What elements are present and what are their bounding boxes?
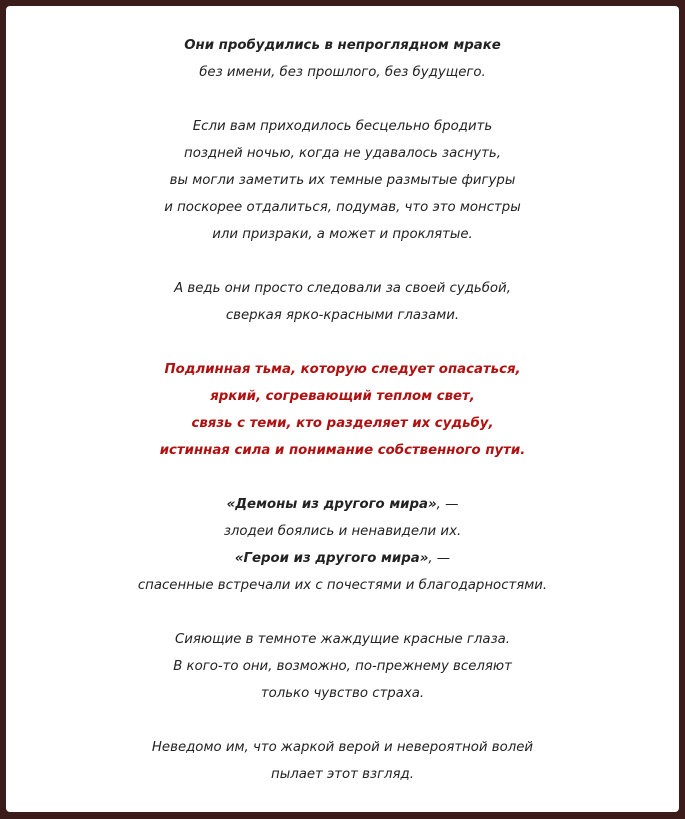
poem-line-highlight: Подлинная тьма, которую следует опасаться, [164,362,521,377]
poem-line [6,545,679,572]
poem-line: А ведь они просто следовали за своей судьбой, [174,281,511,296]
content-panel [6,6,679,812]
poem-line: Сияющие в темноте жаждущие красные глаза. [174,632,511,647]
poem-line: Они пробудились в непроглядном мраке [184,38,501,53]
stanza-gap [6,248,679,275]
poem-line-highlight: яркий, согревающий теплом свет, [210,389,475,404]
stanza-gap [6,329,679,356]
dash-suffix: , — [436,497,459,512]
poem-line: и поскорее отдалиться, подумав, что это монстры [164,200,521,215]
stanza-gap [6,464,679,491]
poem-line: злодеи боялись и ненавидели их. [223,524,462,539]
poem-line: сверкая ярко-красными глазами. [225,308,460,323]
dash-suffix: , — [428,551,451,566]
poem-line: пылает этот взгляд. [271,767,414,782]
poem-line: только чувство страха. [260,686,425,701]
poem-line: Неведомо им, что жаркой верой и невероятной волей [151,740,534,755]
poem-line: вы могли заметить их темные размытые фигуры [169,173,516,188]
poem-line: В кого-то они, возможно, по-прежнему вселяют [173,659,512,674]
poem-line-highlight: истинная сила и понимание собственного пути. [159,443,526,458]
stanza-gap [6,707,679,734]
poem [6,32,679,788]
stanza-gap [6,86,679,113]
poem-line: спасенные встречали их с почестями и благодарностями. [137,578,548,593]
demons-title: «Демоны из другого мира» [226,497,437,512]
poem-line-highlight: связь с теми, кто разделяет их судьбу, [191,416,494,431]
heroes-title: «Герои из другого мира» [234,551,429,566]
poem-line: без имени, без прошлого, без будущего. [199,65,486,80]
poem-line: Если вам приходилось бесцельно бродить [192,119,493,134]
poem-line: поздней ночью, когда не удавалось заснуть, [184,146,501,161]
poem-line: или призраки, а может и проклятые. [212,227,473,242]
stanza-gap [6,599,679,626]
poem-line [6,491,679,518]
